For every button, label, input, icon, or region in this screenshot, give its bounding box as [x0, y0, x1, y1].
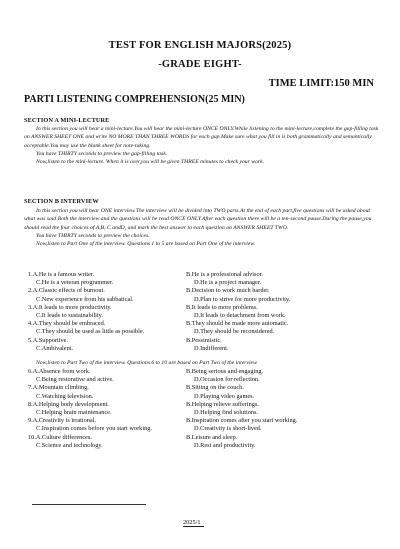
section-a-instruction-1: In this section you will hear a mini-lecture.You will hear the mini-lecture ONCE ONLY.While listening to the mini-lecture,complete the gap-filling task on ANSWER SHEET ONE and write NO MORE THAN THREE WORDS for each gap.Make sure what you fill in is both grammatically and semantically acceptable.You may use the blank sheet for note-taking. — [24, 126, 379, 149]
question-row — [28, 393, 388, 401]
option-a: 10.A.Culture differences. — [28, 433, 92, 441]
option-d: D.Occasion for reflection. — [194, 376, 260, 384]
section-b-instruction-1: In this section you will hear ONE interview.The interview will be divided into TWO parts.At the end of each part,five questions will be asked about what was said.Both the interview and the questions will be read ONCE ONLY.After each question there will be a ten-second pause.During the pause,you should read the four choices of A,B, C andD, and mark the best answer to each question on ANSWER SHEET TWO. — [24, 208, 372, 231]
time-limit: TIME LIMIT:150 MIN — [268, 78, 374, 89]
part-one-questions — [28, 271, 388, 353]
section-a-instruction-2: You have THIRTY seconds to preview the gap-filling task. — [36, 150, 168, 157]
option-a: 6.A.Absence from work. — [28, 368, 91, 375]
option-b: B.Decision to work much harder. — [186, 287, 270, 295]
question-row — [28, 271, 388, 279]
option-d: D.Helping find solutions. — [194, 408, 259, 416]
part-two-instruction-block — [24, 359, 380, 367]
part-two-questions — [28, 368, 388, 450]
option-d: D.Rest and productivity. — [194, 441, 256, 449]
option-a: 1.A.He is a famous writer. — [28, 271, 95, 278]
question-row — [28, 304, 388, 312]
option-c: C.Inspiration comes before you start working. — [36, 425, 152, 433]
section-a-heading: SECTION A MINI-LECTURE — [24, 117, 110, 124]
part-title: PARTI LISTENING COMPREHENSION(25 MIN) — [24, 94, 245, 105]
part-two-instruction: Now,listen to Part Two of the interview. Questions 6 to 10 are based on Part Two of the interview. — [36, 360, 258, 366]
question-row — [28, 279, 388, 287]
footer-divider — [32, 504, 146, 505]
option-b: B.Inspiration comes after you start working. — [186, 417, 298, 425]
question-row — [28, 434, 388, 442]
option-b: B.Pessimistic. — [186, 336, 222, 344]
question-row — [28, 296, 388, 304]
option-b: B.They should be made more automatic. — [186, 320, 289, 328]
section-b-instruction-3: Now,listen to Part One of the interview. Questions 1 to 5 are based on Part One of the interview. — [36, 241, 256, 248]
option-c: C.He is a veteran programmer. — [36, 279, 114, 287]
option-d: D.It leads to detachment from work. — [194, 311, 286, 319]
question-row — [28, 328, 388, 336]
option-a: 8.A.Helping body development. — [28, 400, 109, 408]
question-row — [28, 384, 388, 392]
exam-grade: -GRADE EIGHT- — [158, 59, 242, 70]
option-b: B.Being serious and engaging. — [186, 368, 264, 375]
section-b-heading: SECTION B INTERVIEW — [24, 198, 99, 205]
option-a: 5.A.Supportive. — [28, 336, 69, 344]
question-row — [28, 417, 388, 425]
question-row — [28, 442, 388, 450]
option-d: D.They should be reconsidered. — [194, 328, 275, 336]
option-c: C.They should be used as little as possible. — [36, 328, 145, 336]
exam-title: TEST FOR ENGLISH MAJORS(2025) — [108, 40, 292, 51]
question-row — [28, 312, 388, 320]
option-d: D.He is a project manager. — [194, 279, 262, 287]
option-a: 9.A.Creativity is irrational. — [28, 417, 97, 425]
option-a: 3.A.It leads to more productivity. — [28, 303, 112, 311]
question-row — [28, 287, 388, 295]
option-b: B.Sitting on the couch. — [186, 384, 244, 392]
option-c: C.It leads to sustainability. — [36, 311, 103, 319]
option-d: D.Playing video games. — [194, 392, 255, 400]
option-a: 7.A.Mountain climbing. — [28, 384, 89, 392]
section-b-instruction-2: You have THIRTY seconds to preview the choices. — [36, 232, 150, 239]
question-row — [28, 425, 388, 433]
option-c: C.New experience from his sabbatical. — [36, 295, 134, 303]
option-c: C.Being restorative and active. — [36, 376, 114, 384]
option-a: 2.A.Classic effects of burnout. — [28, 287, 105, 295]
option-d: D.Plan to strive for more productivity. — [194, 295, 291, 303]
option-b: B.Helping relieve sufferings. — [186, 400, 259, 408]
section-a-instruction-3: Now,listen to the mini-lecture. When it is over,you will be given THREE minutes to check your work. — [36, 159, 265, 166]
question-row — [28, 320, 388, 328]
question-row — [28, 368, 388, 376]
question-row — [28, 337, 388, 345]
section-a-instructions — [24, 125, 380, 166]
question-row — [28, 376, 388, 384]
option-b: B.He is a professional advisor. — [186, 271, 263, 278]
option-d: D.Creativity is short-lived. — [194, 425, 262, 433]
question-row — [28, 409, 388, 417]
option-b: B.It leads to more problems. — [186, 303, 258, 311]
question-row — [28, 401, 388, 409]
option-b: B.Leisure and sleep. — [186, 433, 238, 441]
option-c: C.Ambivalent. — [36, 344, 74, 352]
option-d: D.Indifferent. — [194, 344, 229, 352]
option-c: C.Watching television. — [36, 392, 94, 400]
question-row — [28, 345, 388, 353]
option-c: C.Science and technology. — [36, 441, 103, 449]
option-a: 4.A.They should be embraced. — [28, 320, 106, 328]
section-b-instructions — [24, 207, 380, 248]
option-c: C.Helping brain maintenance. — [36, 408, 112, 416]
page-number: 2025/1 — [183, 519, 204, 527]
